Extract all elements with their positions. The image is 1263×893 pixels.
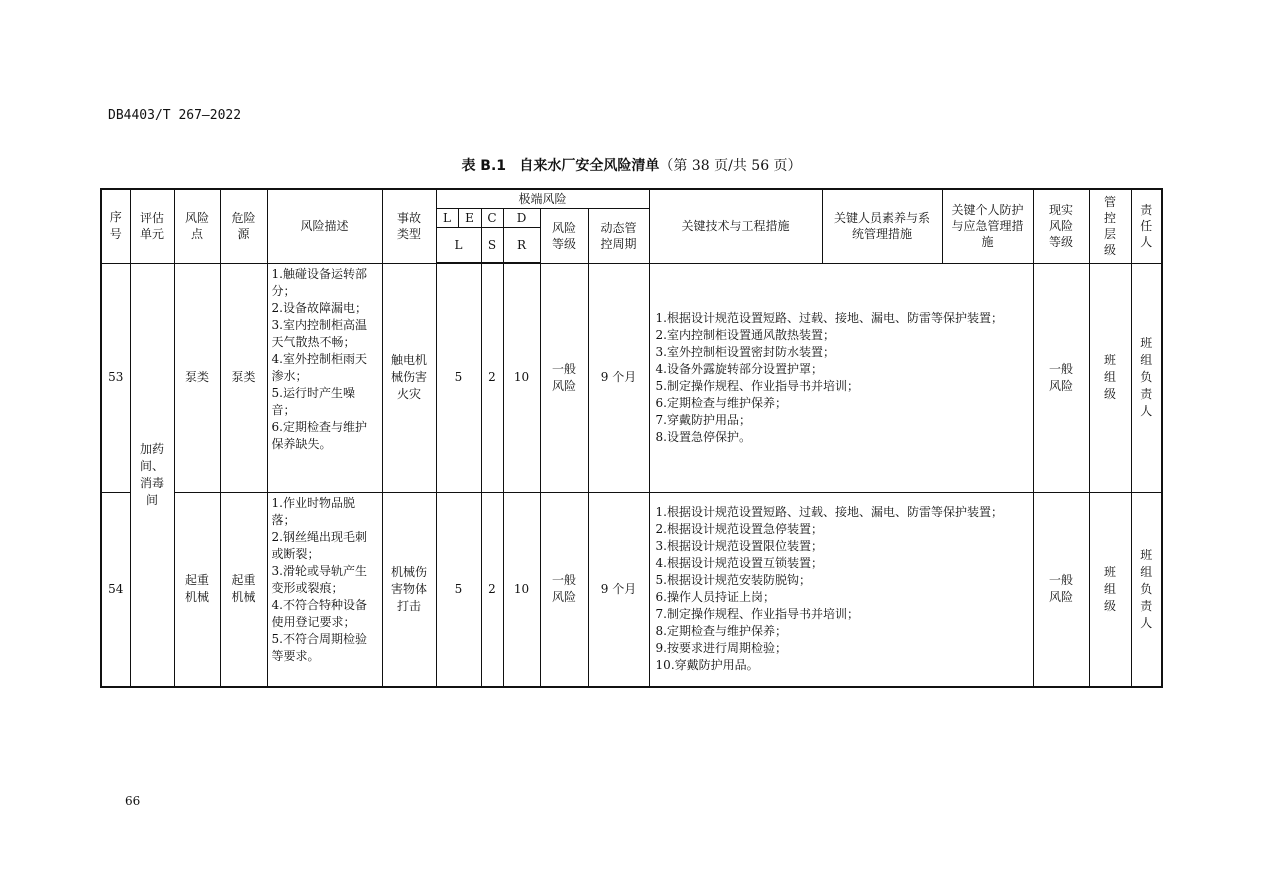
row-L: 5: [436, 263, 481, 492]
header-cycle: 动态管控周期: [588, 209, 649, 264]
row-actual: 一般风险: [1033, 263, 1089, 492]
row-tech: 1.根据设计规范设置短路、过载、接地、漏电、防雷等保护装置； 2.根据设计规范设置急停装置； 3.根据设计规范设置限位装置； 4.根据设计规范设置互锁装置； 5.根据设计规范安装防脱钩； 6.操作人员持证上岗； 7.制定操作规程、作业指导书并培训； 8.定期检查与维护保养； 9.按要求进行周期检验； 10.穿戴防护用品。: [649, 492, 1033, 687]
header-R: R: [503, 228, 540, 264]
row-control-level: 班组级: [1089, 492, 1131, 687]
row-cycle: 9 个月: [588, 263, 649, 492]
header-risk-point: 风险点: [174, 189, 220, 263]
page-number: 66: [125, 794, 141, 808]
row-L: 5: [436, 492, 481, 687]
table-name: 自来水厂安全风险清单: [519, 158, 660, 174]
header-tech: 关键技术与工程措施: [649, 189, 822, 263]
header-level: 风险等级: [540, 209, 588, 264]
row-actual: 一般风险: [1033, 492, 1089, 687]
unit-cell: 加药间、消毒间: [130, 263, 174, 687]
header-control-level: 管控层级: [1089, 189, 1131, 263]
table-number: 表 B.1: [461, 158, 507, 174]
header-L: L: [436, 209, 458, 228]
header-hazard: 危险源: [220, 189, 267, 263]
row-accident: 触电机械伤害火灾: [382, 263, 436, 492]
row-R: 10: [503, 263, 540, 492]
row-seq: 54: [101, 492, 130, 687]
document-code: DB4403/T 267—2022: [108, 108, 242, 123]
risk-table: [100, 188, 1163, 688]
header-L2: L: [436, 228, 481, 264]
row-level: 一般风险: [540, 263, 588, 492]
header-seq: 序号: [101, 189, 130, 263]
header-responsible: 责任人: [1131, 189, 1162, 263]
row-desc: 1.作业时物品脱落； 2.钢丝绳出现毛刺或断裂； 3.滑轮或导轨产生变形或裂痕； 4.不符合特种设备使用登记要求； 5.不符合周期检验等要求。: [267, 492, 382, 687]
row-responsible: 班组负责人: [1131, 492, 1162, 687]
row-R: 10: [503, 492, 540, 687]
header-accident: 事故类型: [382, 189, 436, 263]
row-responsible: 班组负责人: [1131, 263, 1162, 492]
table-row: [101, 263, 1162, 492]
table-row: [101, 492, 1162, 687]
row-cycle: 9 个月: [588, 492, 649, 687]
row-desc: 1.触碰设备运转部分； 2.设备故障漏电； 3.室内控制柜高温天气散热不畅； 4.室外控制柜雨天渗水； 5.运行时产生噪音； 6.定期检查与维护保养缺失。: [267, 263, 382, 492]
header-C: C: [481, 209, 503, 228]
table-page-info: （第 38 页/共 56 页）: [659, 158, 802, 174]
header-D: D: [503, 209, 540, 228]
row-S: 2: [481, 263, 503, 492]
row-level: 一般风险: [540, 492, 588, 687]
row-hazard: 泵类: [220, 263, 267, 492]
header-desc: 风险描述: [267, 189, 382, 263]
header-extreme: 极端风险: [436, 189, 649, 209]
row-control-level: 班组级: [1089, 263, 1131, 492]
header-personnel: 关键人员素养与系统管理措施: [822, 189, 942, 263]
header-E: E: [458, 209, 481, 228]
row-seq: 53: [101, 263, 130, 492]
row-hazard: 起重机械: [220, 492, 267, 687]
header-S: S: [481, 228, 503, 264]
header-ppe: 关键个人防护与应急管理措施: [942, 189, 1033, 263]
row-accident: 机械伤害物体打击: [382, 492, 436, 687]
header-actual: 现实风险等级: [1033, 189, 1089, 263]
row-risk-point: 起重机械: [174, 492, 220, 687]
row-S: 2: [481, 492, 503, 687]
row-risk-point: 泵类: [174, 263, 220, 492]
header-unit: 评估单元: [130, 189, 174, 263]
row-tech: 1.根据设计规范设置短路、过载、接地、漏电、防雷等保护装置； 2.室内控制柜设置通风散热装置； 3.室外控制柜设置密封防水装置； 4.设备外露旋转部分设置护罩； 5.制定操作规程、作业指导书并培训； 6.定期检查与维护保养； 7.穿戴防护用品； 8.设置急停保护。: [649, 263, 1033, 492]
table-title: [0, 155, 1263, 175]
